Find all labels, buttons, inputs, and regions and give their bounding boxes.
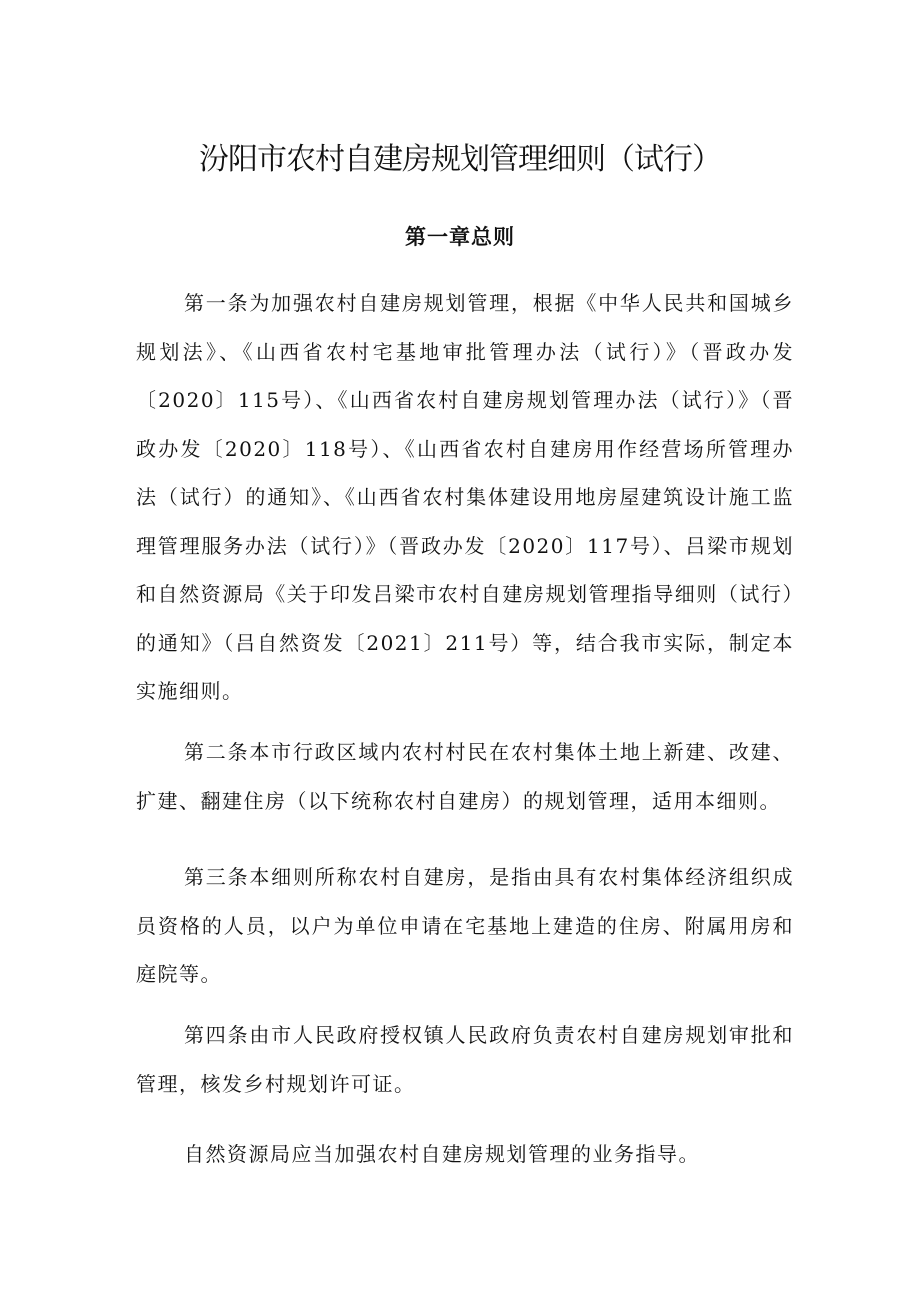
document-title: 汾阳市农村自建房规划管理细则（试行）	[199, 142, 721, 177]
article-4-paragraph: 第四条由市人民政府授权镇人民政府负责农村自建房规划审批和管理，核发乡村规划许可证。	[136, 1023, 794, 1096]
article-1-paragraph: 第一条为加强农村自建房规划管理，根据《中华人民共和国城乡规划法》、《山西省农村宅基地审批管理办法（试行）》（晋政办发〔2020〕115号）、《山西省农村自建房规划管理办法（试行）》（晋政办发〔2020〕118号）、《山西省农村自建房用作经营场所管理办法（试行）的通知》、《山西省农村集体建设用地房屋建筑设计施工监理管理服务办法（试行）》（晋政办发〔2020〕117号）、吕梁市规划和自然资源局《关于印发吕梁市农村自建房规划管理指导细则（试行）的通知》（吕自然资发〔2021〕211号）等，结合我市实际，制定本实施细则。	[136, 291, 794, 703]
article-4-supplement-paragraph: 自然资源局应当加强农村自建房规划管理的业务指导。	[184, 1142, 700, 1166]
chapter-heading: 第一章总则	[405, 224, 515, 249]
article-2-paragraph: 第二条本市行政区域内农村村民在农村集体土地上新建、改建、扩建、翻建住房（以下统称农村自建房）的规划管理，适用本细则。	[136, 740, 794, 813]
article-3-paragraph: 第三条本细则所称农村自建房，是指由具有农村集体经济组织成员资格的人员，以户为单位申请在宅基地上建造的住房、附属用房和庭院等。	[136, 865, 794, 986]
